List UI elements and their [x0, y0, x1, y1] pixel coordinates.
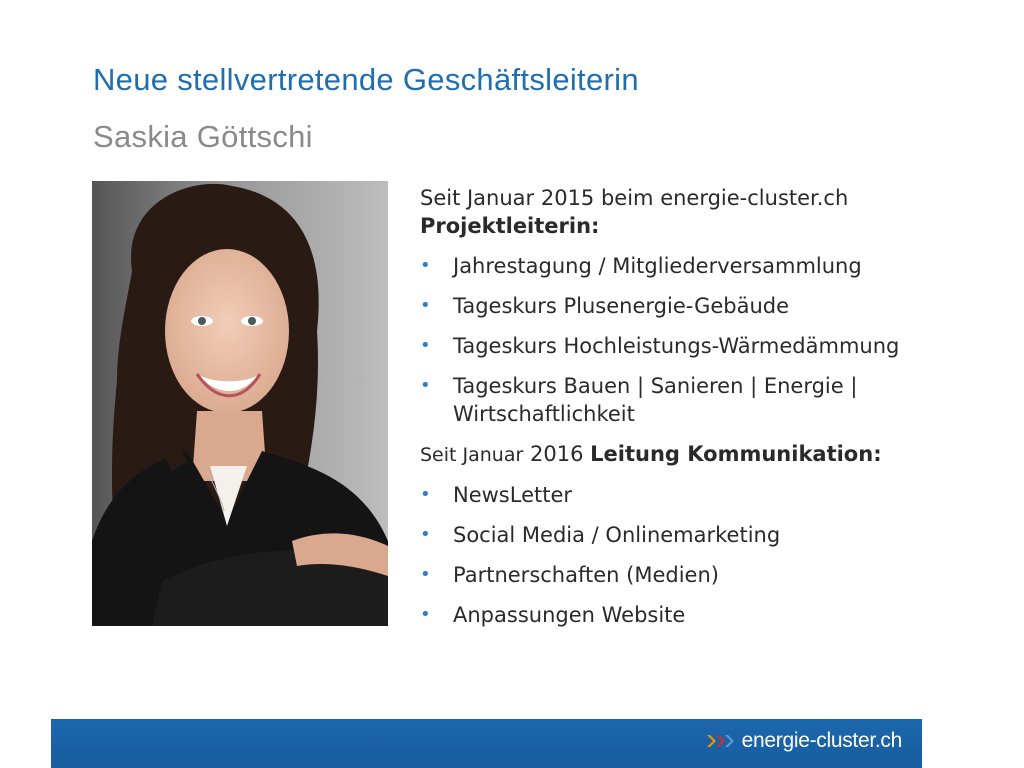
list-item-label: NewsLetter [453, 483, 573, 507]
brand-logo [707, 729, 902, 753]
list-item-label: Jahrestagung / Mitgliederversammlung [453, 254, 862, 278]
role2-year: 2016 [530, 442, 584, 466]
role1-heading: Projektleiterin: [420, 214, 600, 238]
list-item-label: Partnerschaften (Medien) [453, 563, 719, 587]
list-item [420, 292, 980, 320]
list-item-label: Tageskurs Hochleistungs-Wärmedämmung [453, 334, 900, 358]
footer-bar [51, 719, 922, 768]
slide-subtitle: Saskia Göttschi [93, 119, 313, 154]
list-item [420, 561, 980, 589]
list-item-label: Tageskurs Plusenergie-Gebäude [453, 294, 790, 318]
chevrons-icon [707, 734, 737, 748]
slide-title: Neue stellvertretende Geschäftsleiterin [93, 62, 639, 97]
list-item [420, 521, 980, 549]
list-item-label: Anpassungen Website [453, 603, 686, 627]
list-item [420, 372, 893, 428]
bullet-icon: • [420, 295, 431, 316]
bullet-icon: • [420, 335, 431, 356]
bullet-icon: • [420, 564, 431, 585]
bullet-icon: • [420, 375, 431, 396]
list-item [420, 332, 980, 360]
portrait-illustration [92, 181, 388, 626]
bullet-icon: • [420, 484, 431, 505]
list-item [420, 252, 980, 280]
bullet-icon: • [420, 255, 431, 276]
role2-heading: Leitung Kommunikation: [590, 442, 882, 466]
role2-line [420, 440, 980, 469]
role2-prefix: Seit Januar [420, 444, 524, 466]
portrait-photo [92, 181, 388, 626]
brand-name: energie-cluster.ch [741, 729, 902, 752]
list-item-label: Social Media / Onlinemarketing [453, 523, 781, 547]
list-item [420, 601, 980, 629]
profile-content [420, 184, 980, 629]
intro-line: Seit Januar 2015 beim energie-cluster.ch [420, 186, 849, 210]
bullet-icon: • [420, 524, 431, 545]
list-item-label: Tageskurs Bauen | Sanieren | Energie | Wirtschaftlichkeit [453, 374, 858, 426]
bullet-icon: • [420, 604, 431, 625]
list-item [420, 481, 980, 509]
